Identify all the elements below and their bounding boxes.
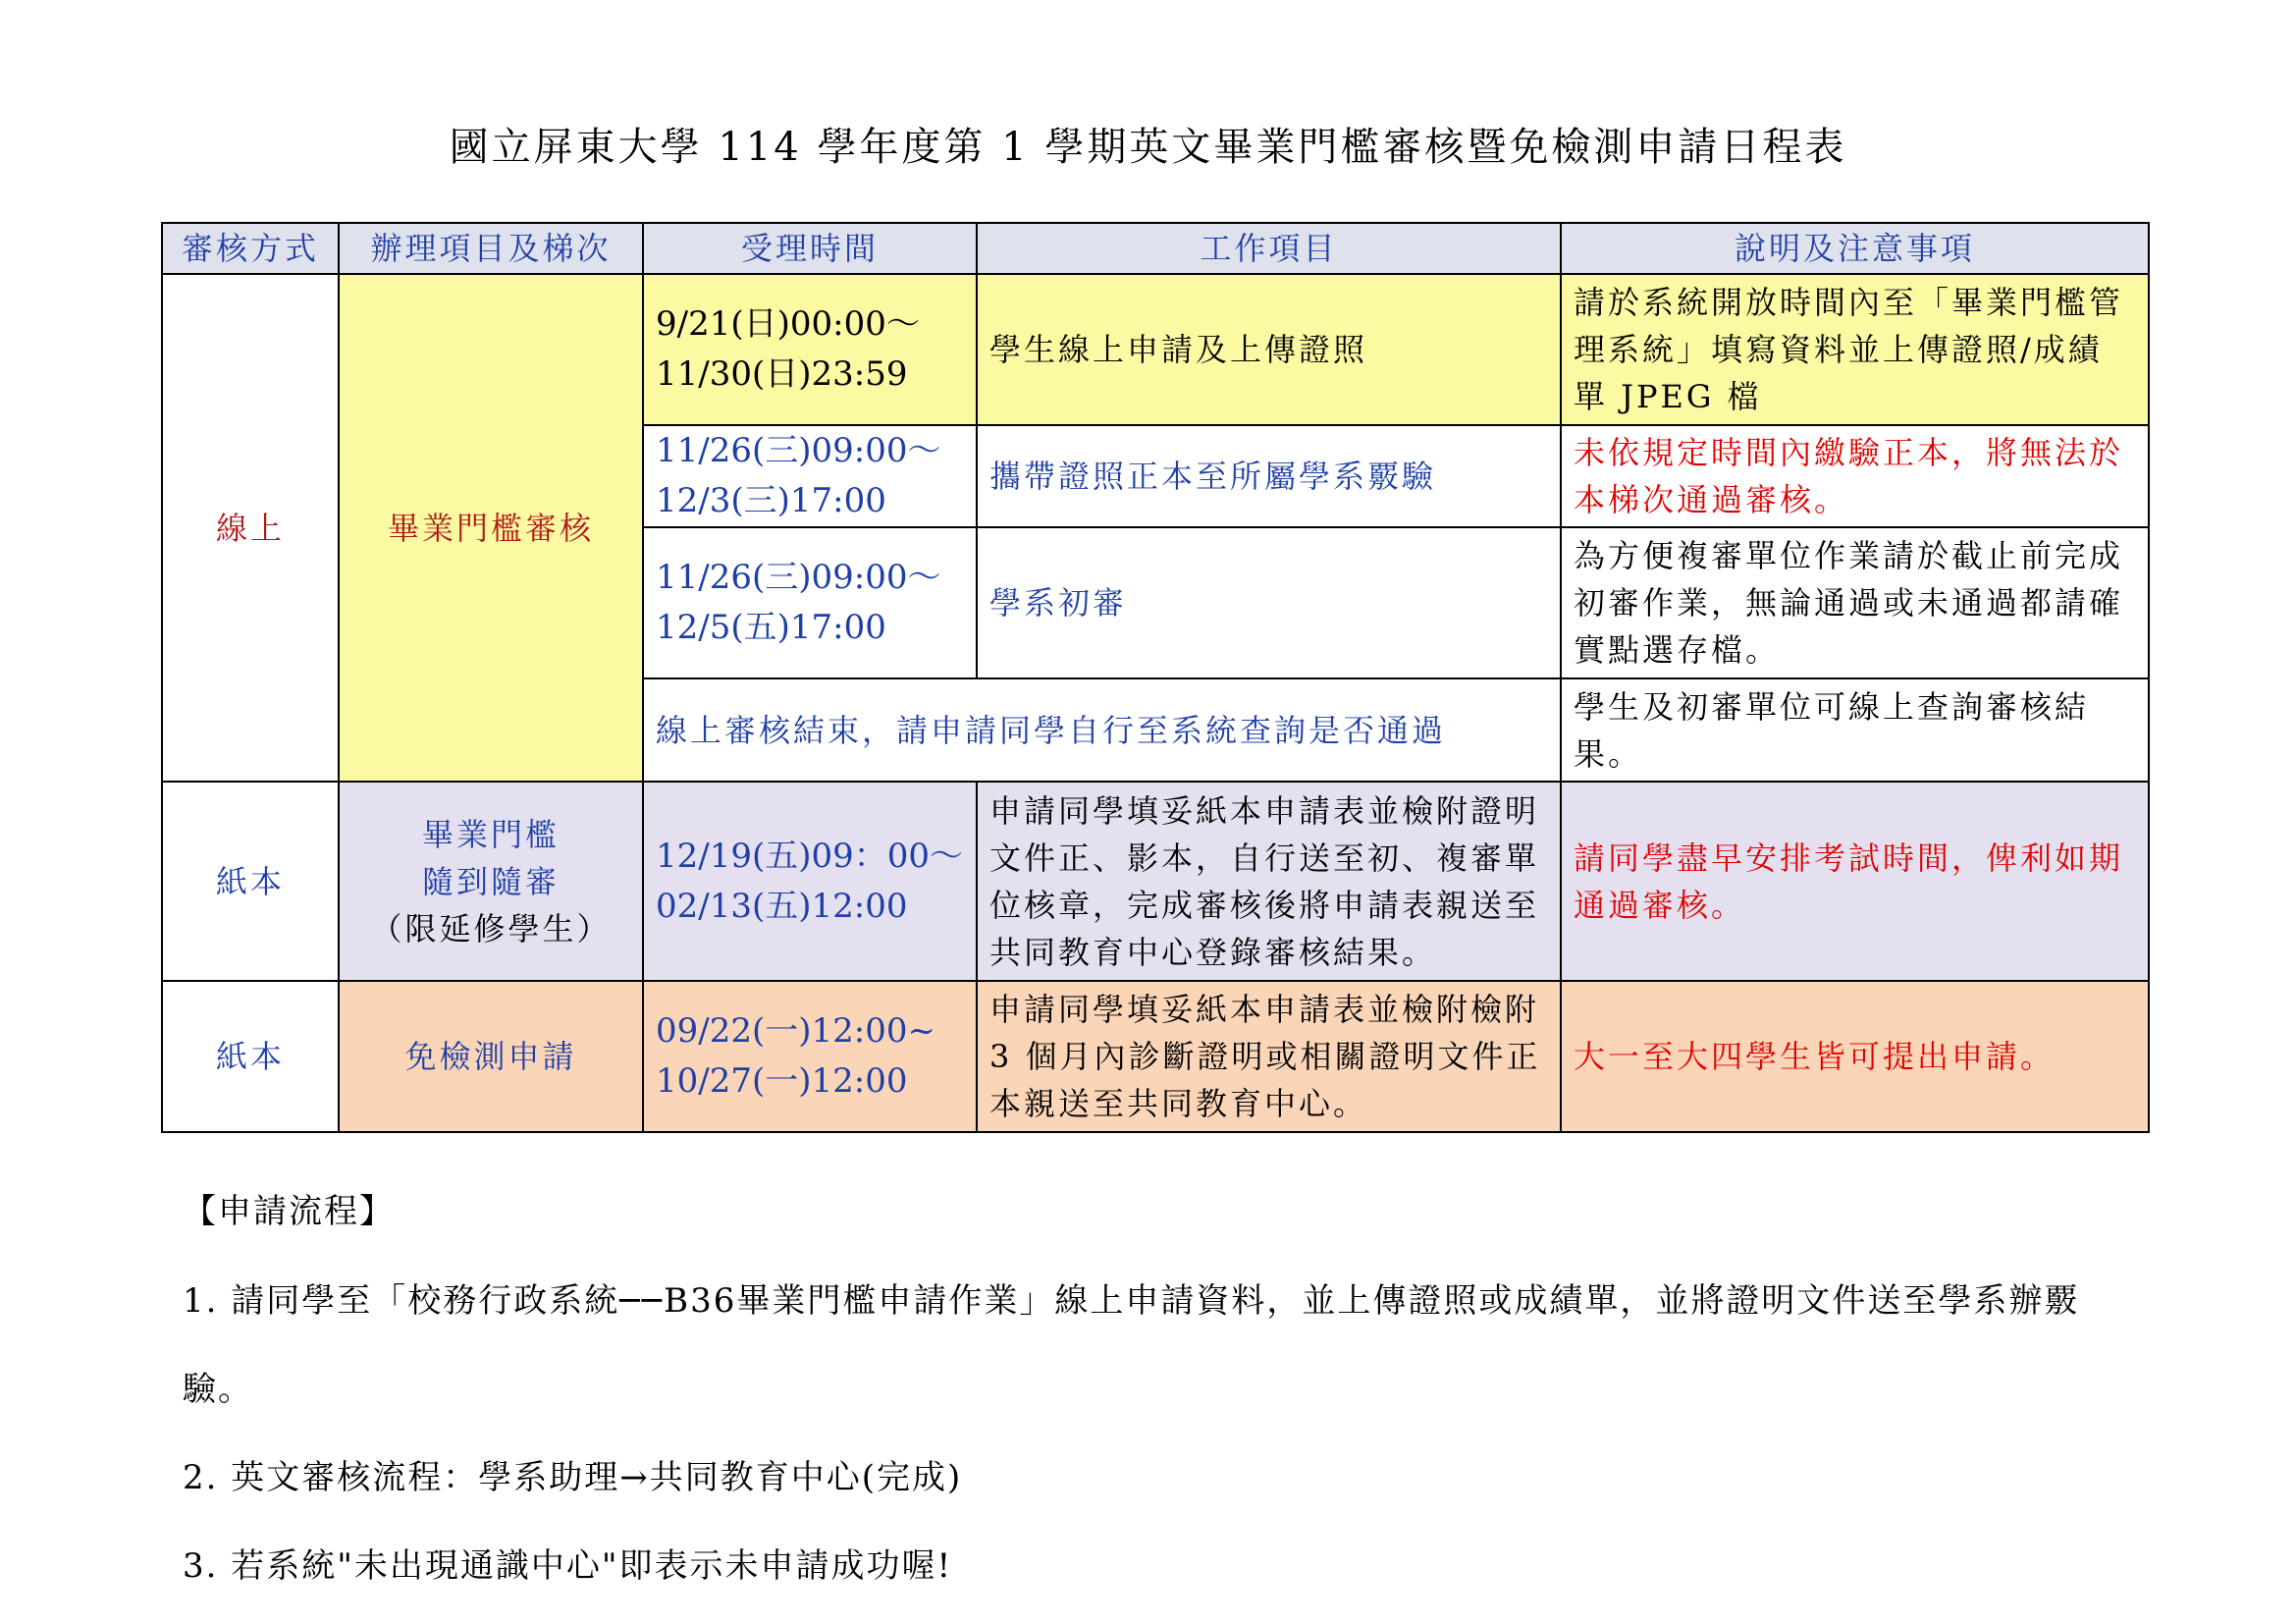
paper-walkin-task: 申請同學填妥紙本申請表並檢附證明文件正、影本，自行送至初、複審單位核章，完成審核後將申請表親送至共同教育中心登錄審核結果。 [977,782,1561,981]
paper-walkin-note: 請同學盡早安排考試時間，俾利如期通過審核。 [1561,782,2149,981]
schedule-table [161,222,2150,1133]
item-line1: 畢業門檻 [421,815,560,853]
online-task-2: 攜帶證照正本至所屬學系覈驗 [977,425,1561,527]
process-step-2: 2. 英文審核流程：學系助理→共同教育中心(完成) [183,1458,963,1497]
table-row [162,981,2149,1132]
header-time: 受理時間 [643,223,977,274]
time-end: 02/13(五)12:00 [656,886,908,926]
table-row [162,782,2149,981]
online-task-3: 學系初審 [977,527,1561,678]
online-item-cell: 畢業門檻審核 [339,274,643,782]
paper-exempt-task: 申請同學填妥紙本申請表並檢附檢附 3 個月內診斷證明或相關證明文件正本親送至共同教育中心。 [977,981,1561,1132]
paper-exempt-item: 免檢測申請 [339,981,643,1132]
time-end: 11/30(日)23:59 [656,354,908,394]
online-end-note: 學生及初審單位可線上查詢審核結果。 [1561,678,2149,782]
table-header-row [162,223,2149,274]
online-time-2 [643,425,977,527]
header-method: 審核方式 [162,223,339,274]
time-end: 12/3(三)17:00 [656,481,886,520]
paper-walkin-method: 紙本 [162,782,339,981]
time-start: 12/19(五)09：00～ [656,836,964,876]
header-task: 工作項目 [977,223,1561,274]
time-end: 10/27(一)12:00 [656,1061,908,1101]
header-note: 說明及注意事項 [1561,223,2149,274]
paper-exempt-note: 大一至大四學生皆可提出申請。 [1561,981,2149,1132]
online-note-1: 請於系統開放時間內至「畢業門檻管理系統」填寫資料並上傳證照/成績單 JPEG 檔 [1561,274,2149,425]
table-row [162,274,2149,425]
process-heading: 【申請流程】 [183,1192,395,1231]
online-time-1 [643,274,977,425]
paper-exempt-time [643,981,977,1132]
online-time-3 [643,527,977,678]
time-start: 9/21(日)00:00～ [656,304,920,344]
time-end: 12/5(五)17:00 [656,608,886,647]
time-start: 09/22(一)12:00~ [656,1011,935,1051]
paper-walkin-time [643,782,977,981]
online-method-cell: 線上 [162,274,339,782]
process-step-1-cont: 驗。 [183,1370,253,1409]
time-start: 11/26(三)09:00～ [656,431,941,470]
paper-exempt-method: 紙本 [162,981,339,1132]
page-title: 國立屏東大學 114 學年度第 1 學期英文畢業門檻審核暨免檢測申請日程表 [449,125,1847,170]
online-note-2: 未依規定時間內繳驗正本，將無法於本梯次通過審核。 [1561,425,2149,527]
process-step-3: 3. 若系統"未出現通識中心"即表示未申請成功喔! [183,1546,953,1586]
item-line3: （限延修學生） [370,909,612,947]
online-note-3: 為方便複審單位作業請於截止前完成初審作業，無論通過或未通過都請確實點選存檔。 [1561,527,2149,678]
paper-walkin-item [339,782,643,981]
header-item: 辦理項目及梯次 [339,223,643,274]
process-step-1: 1. 請同學至「校務行政系統──B36畢業門檻申請作業」線上申請資料，並上傳證照或成績單，並將證明文件送至學系辦覈 [183,1281,2080,1321]
online-end-notice: 線上審核結束，請申請同學自行至系統查詢是否通過 [643,678,1561,782]
time-start: 11/26(三)09:00～ [656,558,941,597]
item-line2: 隨到隨審 [421,862,560,900]
online-task-1: 學生線上申請及上傳證照 [977,274,1561,425]
